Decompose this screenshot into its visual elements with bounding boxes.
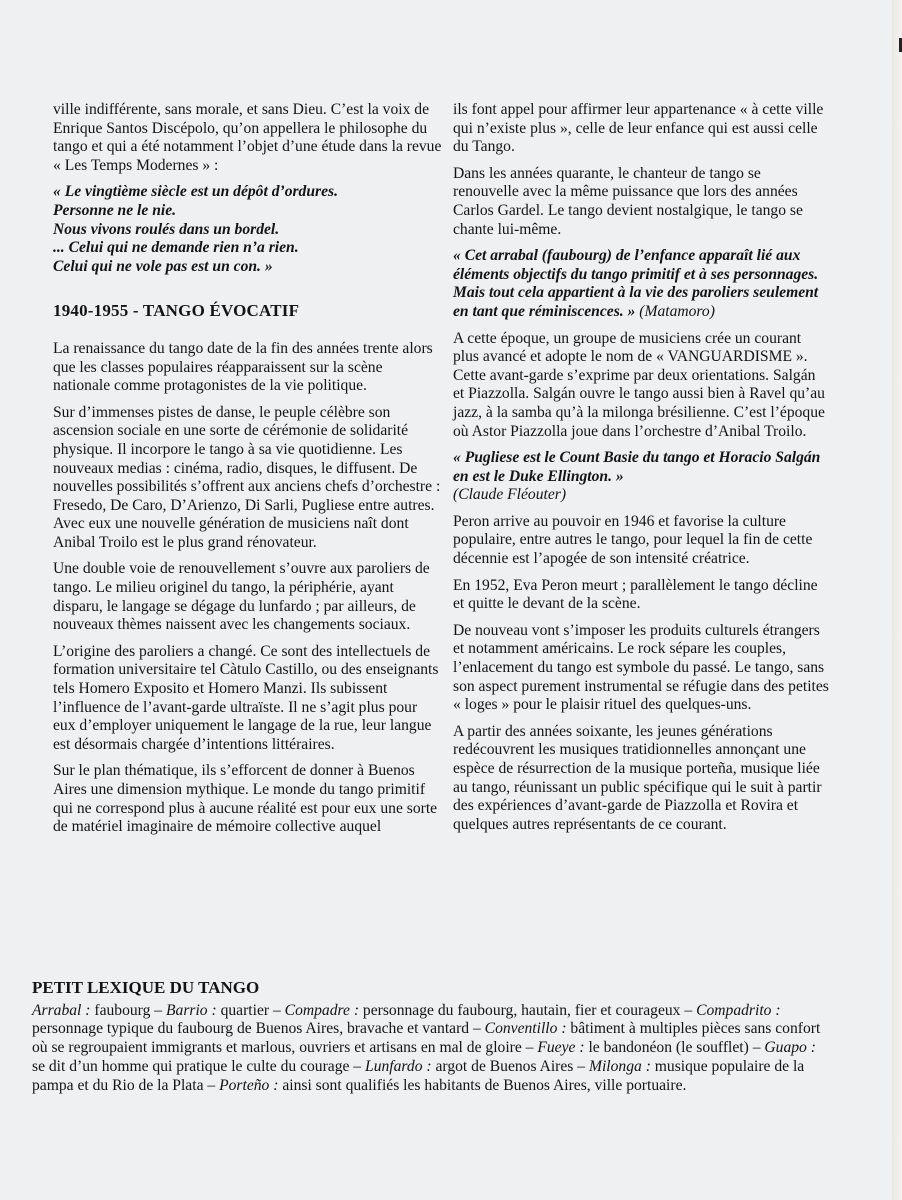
lexique-definition: se dit d’un homme qui pratique le culte du courage – [32, 1057, 366, 1075]
lexique-term: Porteño : [219, 1076, 279, 1094]
lexique-heading: PETIT LEXIQUE DU TANGO [32, 978, 260, 997]
page-edge [892, 0, 902, 1200]
lexique-term: Guapo : [764, 1039, 816, 1057]
paragraph: La renaissance du tango date de la fin des années trente alors que les classes populaires réapparaissent sur la scène nationale comme protagonistes de la vie politique. [53, 339, 433, 395]
lexique-body [32, 1002, 832, 1096]
lexique-definition: bâtiment à multiples pièces sans confort où se regroupaient immigrants et marlous, ouvriers et artisans en mal de gloire – [32, 1020, 821, 1057]
lexique-term: Barrio : [166, 1001, 217, 1019]
quote-line: Celui qui ne vole pas est un con. » [53, 257, 273, 275]
lexique-section [32, 979, 832, 1095]
left-column [53, 101, 443, 845]
intro-paragraph: ville indifférente, sans morale, et sans Dieu. C’est la voix de Enrique Santos Discépolo, qu’on appellera le philosophe du tango et qui a été notamment l’objet d’une étude dans la revue « Les Temps Modernes » : [53, 101, 442, 174]
quote-line: Nous vivons roulés dans un bordel. [53, 220, 280, 238]
paragraph: De nouveau vont s’imposer les produits culturels étrangers et notamment américains. Le rock sépare les couples, l’enlacement du tango est symbole du passé. Le tango, sans son aspect purement instrumental se réfugie dans des petites « loges » pour le plaisir rituel des quelques-uns. [453, 621, 829, 714]
paragraph: L’origine des paroliers a changé. Ce sont des intellectuels de formation universitaire tel Càtulo Castillo, ou des enseignants tels Homero Exposito et Homero Manzi. Ils subissent l’influence de l’avant-garde ultraïste. Il ne s’agit plus pour eux d’employer uniquement le langage de la rue, leur langue est désormais chargée d’intentions littéraires. [53, 642, 439, 753]
quote-text: « Cet arrabal (faubourg) de l’enfance apparaît lié aux éléments objectifs du tango primitif et à ses personnages. Mais tout cela appartient à la vie des paroliers seulement en tant que réminiscences. » [453, 247, 819, 320]
paragraph-vanguard: A cette époque, un groupe de musiciens crée un courant plus avancé et adopte le nom de « VANGUARDISME ». Cette avant-garde s’exprime par deux orientations. Salgán et Piazzolla. Salgán ouvre le tango aussi bien à Ravel qu’au jazz, à la samba qu’à la milonga brésilienne. C’est l’époque où Astor Piazzolla joue dans l’orchestre d’Anibal Troilo. [453, 329, 825, 440]
lexique-term: Conventillo : [484, 1020, 567, 1038]
quote-line: Personne ne le nie. [53, 201, 177, 219]
quote-citation: (Claude Fléouter) [453, 486, 567, 504]
matamoro-quote [453, 247, 829, 321]
lexique-definition: personnage typique du faubourg de Buenos Aires, bravache et vantard – [32, 1020, 485, 1038]
quote-citation: (Matamoro) [639, 302, 715, 320]
section-heading: 1940-1955 - TANGO ÉVOCATIF [53, 301, 300, 321]
lexique-definition: musique populaire de la pampa et du Rio de la Plata – [32, 1057, 805, 1094]
discepolo-quote [53, 183, 443, 276]
right-column [453, 101, 829, 842]
lexique-term: Lunfardo : [365, 1057, 432, 1075]
paragraph: Sur d’immenses pistes de danse, le peuple célèbre son ascension sociale en une sorte de cérémonie de solidarité physique. Il incorpore le tango à sa vie quotidienne. Les nouveaux medias : cinéma, radio, disques, le diffusent. De nouvelles possibilités s’offrent aux anciens chefs d’orchestre : Fresedo, De Caro, D’Arienzo, Di Sarli, Pugliese entre autres. Avec eux une nouvelle génération de musiciens naît dont Anibal Troilo est le plus grand rénovateur. [53, 403, 441, 551]
paragraph: Une double voie de renouvellement s’ouvre aux paroliers de tango. Le milieu originel du tango, la périphérie, ayant disparu, le langage se dégage du lunfardo ; par ailleurs, de nouveaux thèmes naissent avec les changements sociaux. [53, 560, 430, 634]
lexique-definition: le bandonéon (le soufflet) – [584, 1039, 765, 1057]
paragraph: Sur le plan thématique, ils s’efforcent de donner à Buenos Aires une dimension mythique. Le monde du tango primitif qui ne correspond plus à aucune réalité est pour eux une sorte de matériel imaginaire de mémoire collective auquel [53, 762, 438, 836]
lexique-definition: ainsi sont qualifiés les habitants de Buenos Aires, ville portuaire. [278, 1076, 687, 1094]
paragraph: ils font appel pour affirmer leur appartenance « à cette ville qui n’existe plus », celle de leur enfance qui est aussi celle du Tango. [453, 101, 824, 156]
lexique-term: Compadrito : [696, 1001, 781, 1019]
quote-line: « Le vingtième siècle est un dépôt d’ordures. [53, 183, 338, 201]
paragraph: Peron arrive au pouvoir en 1946 et favorise la culture populaire, entre autres le tango, pour lequel la fin de cette décennie est l’apogée de son intensité créatrice. [453, 512, 813, 568]
lexique-definition: faubourg – [90, 1001, 166, 1019]
lexique-definition: quartier – [216, 1001, 285, 1019]
lexique-term: Arrabal : [32, 1001, 91, 1019]
lexique-definition: personnage du faubourg, hautain, fier et courageux – [359, 1001, 697, 1019]
paragraph: Dans les années quarante, le chanteur de tango se renouvelle avec la même puissance que lors des années Carlos Gardel. Le tango devient nostalgique, le tango se chante lui-même. [453, 164, 803, 238]
paragraph: A partir des années soixante, les jeunes générations redécouvrent les musiques tratidionnelles annonçant une espèce de résurrection de la musique porteña, musique liée au tango, réunissant un public spécifique qui le suit à partir des expériences d’avant-garde de Piazzolla et Rovira et quelques autres représentants de ce courant. [453, 722, 822, 833]
paragraph: En 1952, Eva Peron meurt ; parallèlement le tango décline et quitte le devant de la scène. [453, 576, 818, 613]
lexique-term: Milonga : [588, 1057, 651, 1075]
quote-text: « Pugliese est le Count Basie du tango et Horacio Salgán en est le Duke Ellington. » [453, 449, 821, 485]
lexique-definition: argot de Buenos Aires – [431, 1057, 589, 1075]
lexique-term: Compadre : [284, 1001, 360, 1019]
fleouter-quote [453, 449, 829, 505]
quote-line: ... Celui qui ne demande rien n’a rien. [53, 239, 299, 257]
lexique-term: Fueye : [537, 1039, 585, 1057]
